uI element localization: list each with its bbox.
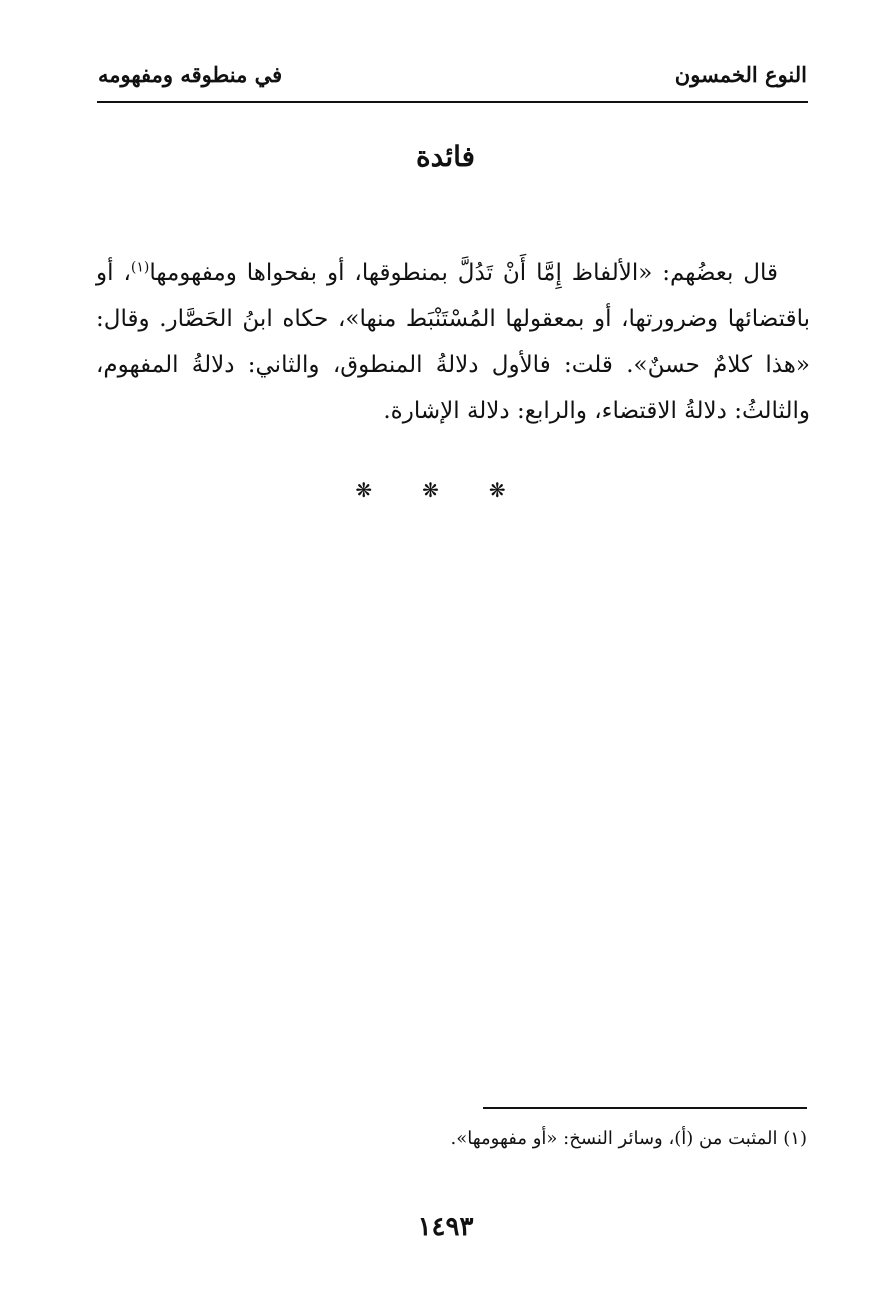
body-paragraph	[96, 250, 810, 434]
footnote-reference[interactable]: (١)	[130, 259, 150, 276]
body-text	[96, 250, 810, 434]
chapter-title: النوع الخمسون	[674, 62, 807, 87]
paragraph-text-start: قال بعضُهم: «الألفاظ إِمَّا أَنْ تَدُلَّ بمنطوقها، أو بفحواها ومفهومها	[149, 260, 778, 286]
asterism-icon: ❋	[422, 478, 469, 502]
footnote: (١) المثبت من (أ)، وسائر النسخ: «أو مفهومها».	[450, 1128, 807, 1149]
running-header	[98, 58, 807, 98]
section-title: فائدة	[415, 140, 476, 173]
footnote-rule	[483, 1107, 807, 1109]
paragraph-text-end: ، أو باقتضائها وضرورتها، أو بمعقولها المُسْتَنْبَط منها»، حكاه ابنُ الحَصَّار. وقال: «هذا كلامٌ حسنٌ». قلت: فالأول دلالةُ المنطوق، والثاني: دلالةُ المفهوم، والثالثُ: دلالةُ الاقتضاء، والرابع: دلالة الإشارة.	[96, 260, 810, 424]
page-number: ١٤٩٣	[417, 1212, 474, 1242]
header-rule	[97, 101, 808, 103]
section-separator	[0, 478, 891, 502]
asterism-icon: ❋	[355, 478, 403, 502]
asterism-icon: ❋	[488, 478, 536, 502]
section-running-title: في منطوقه ومفهومه	[98, 62, 283, 87]
